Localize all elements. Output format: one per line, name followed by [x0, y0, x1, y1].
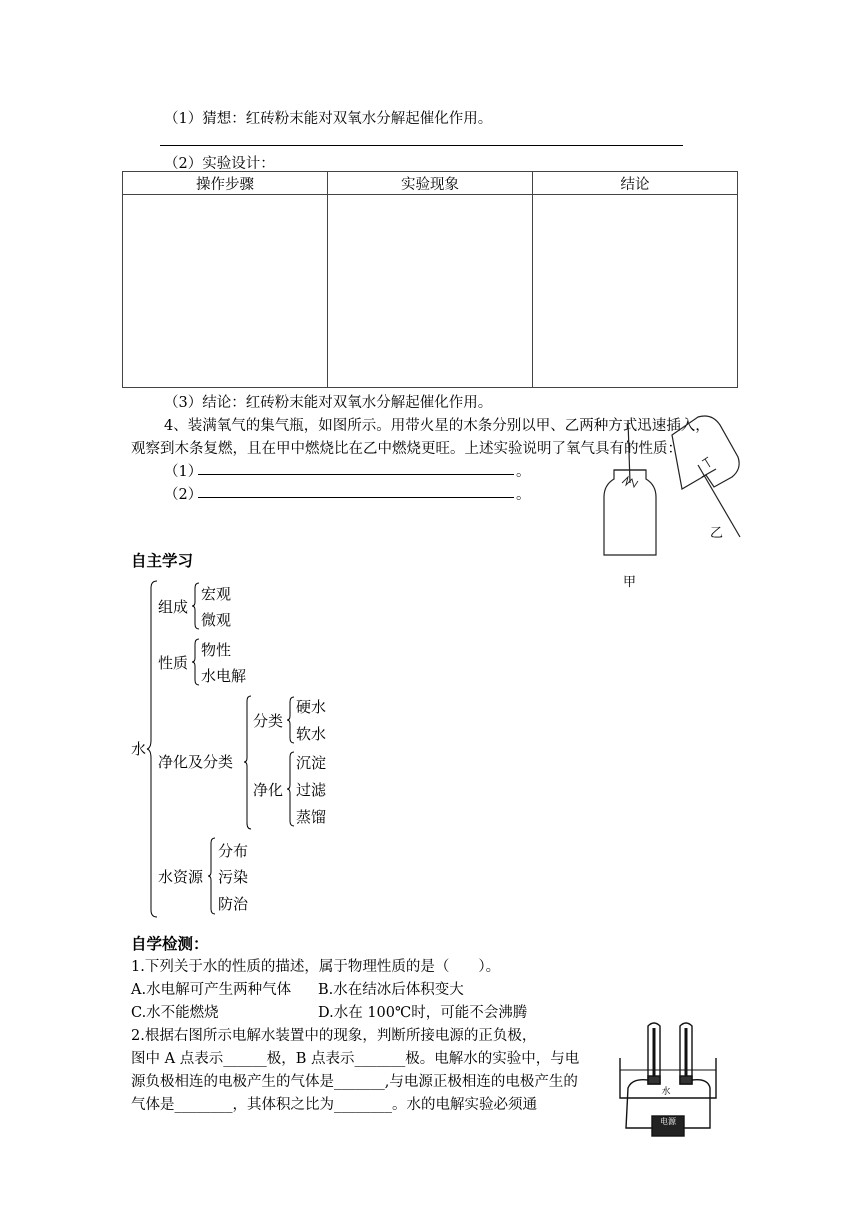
q4-blank2-line[interactable] — [198, 497, 514, 498]
tree-electrolysis: 水电解 — [201, 667, 247, 685]
q2-line2: 图中 A 点表示______极，B 点表示_______极。电解水的实验中，与电 — [131, 1051, 580, 1067]
tree-composition: 组成 — [158, 598, 189, 616]
hypothesis-text: （1）猜想：红砖粉末能对双氧水分解起催化作用。 — [164, 111, 493, 127]
q4-blank1-period: 。 — [516, 464, 531, 480]
purify-classify-brace-icon — [243, 695, 252, 830]
tree-physical: 物性 — [201, 641, 232, 659]
tree-sediment: 沉淀 — [296, 754, 327, 772]
tree-root: 水 — [131, 740, 147, 758]
fig-label-jia: 甲 — [623, 575, 637, 590]
q1-option-d[interactable]: D.水在 100℃时，可能不会沸腾 — [318, 1005, 528, 1021]
q4-line1: 4、装满氧气的集气瓶，如图所示。用带火星的木条分别以甲、乙两种方式迅速插入， — [164, 418, 710, 434]
tree-classify: 分类 — [253, 712, 284, 730]
tree-purify-classify: 净化及分类 — [158, 753, 234, 771]
tree-soft-water: 软水 — [296, 725, 327, 743]
q2-line3: 源负极相连的电极产生的气体是_______,与电源正极相连的电极产生的 — [131, 1074, 578, 1090]
property-brace-icon — [191, 638, 200, 686]
self-test-title: 自学检测： — [131, 934, 209, 953]
q2-line1: 2.根据右图所示电解水装置中的现象，判断所接电源的正负极， — [131, 1028, 537, 1044]
q1-option-c[interactable]: C.水不能燃烧 — [131, 1005, 219, 1021]
cell-steps[interactable] — [123, 195, 328, 388]
self-study-title: 自主学习 — [131, 551, 194, 570]
tree-filter: 过滤 — [296, 781, 327, 799]
tree-macro: 宏观 — [201, 585, 232, 603]
conclusion-text: （3）结论：红砖粉末能对双氧水分解起催化作用。 — [164, 395, 493, 411]
cell-phenomenon[interactable] — [328, 195, 533, 388]
cell-conclusion[interactable] — [533, 195, 738, 388]
tree-distribution: 分布 — [218, 842, 249, 860]
q4-blank1-label: （1） — [164, 464, 203, 480]
design-label: （2）实验设计： — [164, 156, 275, 172]
tree-prevention: 防治 — [218, 895, 249, 913]
q4-line2: 观察到木条复燃，且在甲中燃烧比在乙中燃烧更旺。上述实验说明了氧气具有的性质： — [131, 441, 682, 457]
tree-resources: 水资源 — [158, 868, 204, 886]
hypothesis-underline — [160, 145, 683, 146]
purify-brace-icon — [286, 751, 295, 827]
tree-hard-water: 硬水 — [296, 698, 327, 716]
q1-option-a[interactable]: A.水电解可产生两种气体 — [131, 982, 292, 998]
fig-label-yi: 乙 — [710, 526, 724, 541]
electrolysis-figure — [612, 1018, 724, 1148]
q4-blank2-label: （2） — [164, 487, 203, 503]
bottle-jia-icon — [604, 420, 656, 555]
q1-stem: 1.下列关于水的性质的描述，属于物理性质的是（ ）。 — [131, 959, 501, 975]
tree-pollution: 污染 — [218, 868, 249, 886]
tree-micro: 微观 — [201, 611, 232, 629]
header-steps: 操作步骤 — [123, 172, 328, 195]
composition-brace-icon — [191, 582, 200, 630]
tree-purify: 净化 — [253, 781, 284, 799]
q1-option-b[interactable]: B.水在结冰后体积变大 — [318, 982, 464, 998]
experiment-table — [122, 171, 738, 388]
resources-brace-icon — [207, 837, 216, 915]
classify-brace-icon — [286, 696, 295, 744]
header-conclusion: 结论 — [533, 172, 738, 195]
gas-bottle-figure — [590, 405, 760, 595]
fig2-water-label: 水 — [661, 1087, 671, 1097]
header-phenomenon: 实验现象 — [328, 172, 533, 195]
root-brace-icon — [146, 580, 158, 918]
tree-distill: 蒸馏 — [296, 808, 327, 826]
tree-property: 性质 — [158, 654, 189, 672]
fig2-power-label: 电源 — [660, 1117, 676, 1126]
q4-blank2-period: 。 — [516, 487, 531, 503]
q4-blank1-line[interactable] — [198, 474, 514, 475]
q2-line4: 气体是________，其体积之比为________。水的电解实验必须通 — [131, 1097, 537, 1113]
bottle-yi-icon — [672, 416, 740, 537]
